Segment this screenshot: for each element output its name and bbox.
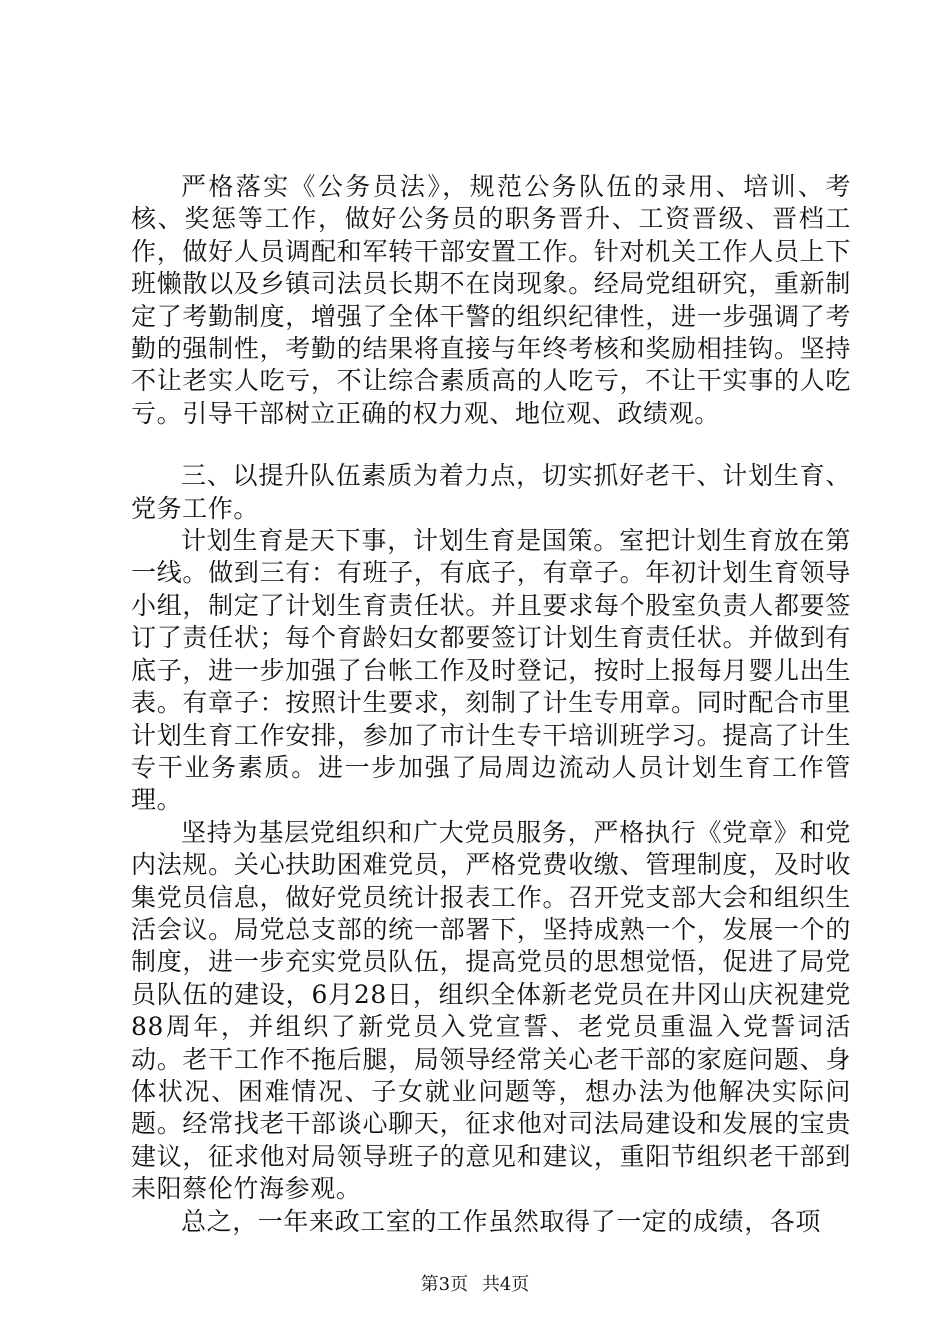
paragraph-gap: [131, 430, 851, 460]
paragraph-civil-servant-law: 严格落实《公务员法》，规范公务队伍的录用、培训、考核、奖惩等工作，做好公务员的职务晋升、工资晋级、晋档工作，做好人员调配和军转干部安置工作。针对机关工作人员上下班懒散以及乡镇司法员长期不在岗现象。经局党组研究，重新制定了考勤制度，增强了全体干警的组织纪律性，进一步强调了考勤的强制性，考勤的结果将直接与年终考核和奖励相挂钩。坚持不让老实人吃亏，不让综合素质高的人吃亏，不让干实事的人吃亏。引导干部树立正确的权力观、地位观、政绩观。: [131, 172, 851, 428]
document-body: [131, 171, 851, 1238]
page-footer: [0, 1270, 950, 1296]
paragraph-family-planning: 计划生育是天下事，计划生育是国策。室把计划生育放在第一线。做到三有：有班子，有底子，有章子。年初计划生育领导小组，制定了计划生育责任状。并且要求每个股室负责人都要签订了责任状；每个育龄妇女都要签订计划生育责任状。并做到有底子，进一步加强了台帐工作及时登记，按时上报每月婴儿出生表。有章子：按照计生要求，刻制了计生专用章。同时配合市里计划生育工作安排，参加了市计生专干培训班学习。提高了计生专干业务素质。进一步加强了局周边流动人员计划生育工作管理。: [131, 526, 851, 815]
paragraph-summary: 总之，一年来政工室的工作虽然取得了一定的成绩，各项: [181, 1206, 822, 1236]
page-total: 共4页: [481, 1274, 530, 1295]
section-heading-three: 三、以提升队伍素质为着力点，切实抓好老干、计划生育、党务工作。: [131, 461, 851, 523]
paragraph-party-affairs: 坚持为基层党组织和广大党员服务，严格执行《党章》和党内法规。关心扶助困难党员，严格党费收缴、管理制度，及时收集党员信息，做好党员统计报表工作。召开党支部大会和组织生活会议。局党总支部的统一部署下，坚持成熟一个，发展一个的制度，进一步充实党员队伍，提高党员的思想觉悟，促进了局党员队伍的建设，6月28日，组织全体新老党员在井冈山庆祝建党88周年，并组织了新党员入党宣誓、老党员重温入党誓词活动。老干工作不拖后腿，局领导经常关心老干部的家庭问题、身体状况、困难情况、子女就业问题等，想办法为他解决实际问题。经常找老干部谈心聊天，征求他对司法局建设和发展的宝贵建议，征求他对局领导班子的意见和建议，重阳节组织老干部到耒阳蔡伦竹海参观。: [131, 817, 851, 1204]
page-number: 第3页: [420, 1274, 469, 1295]
